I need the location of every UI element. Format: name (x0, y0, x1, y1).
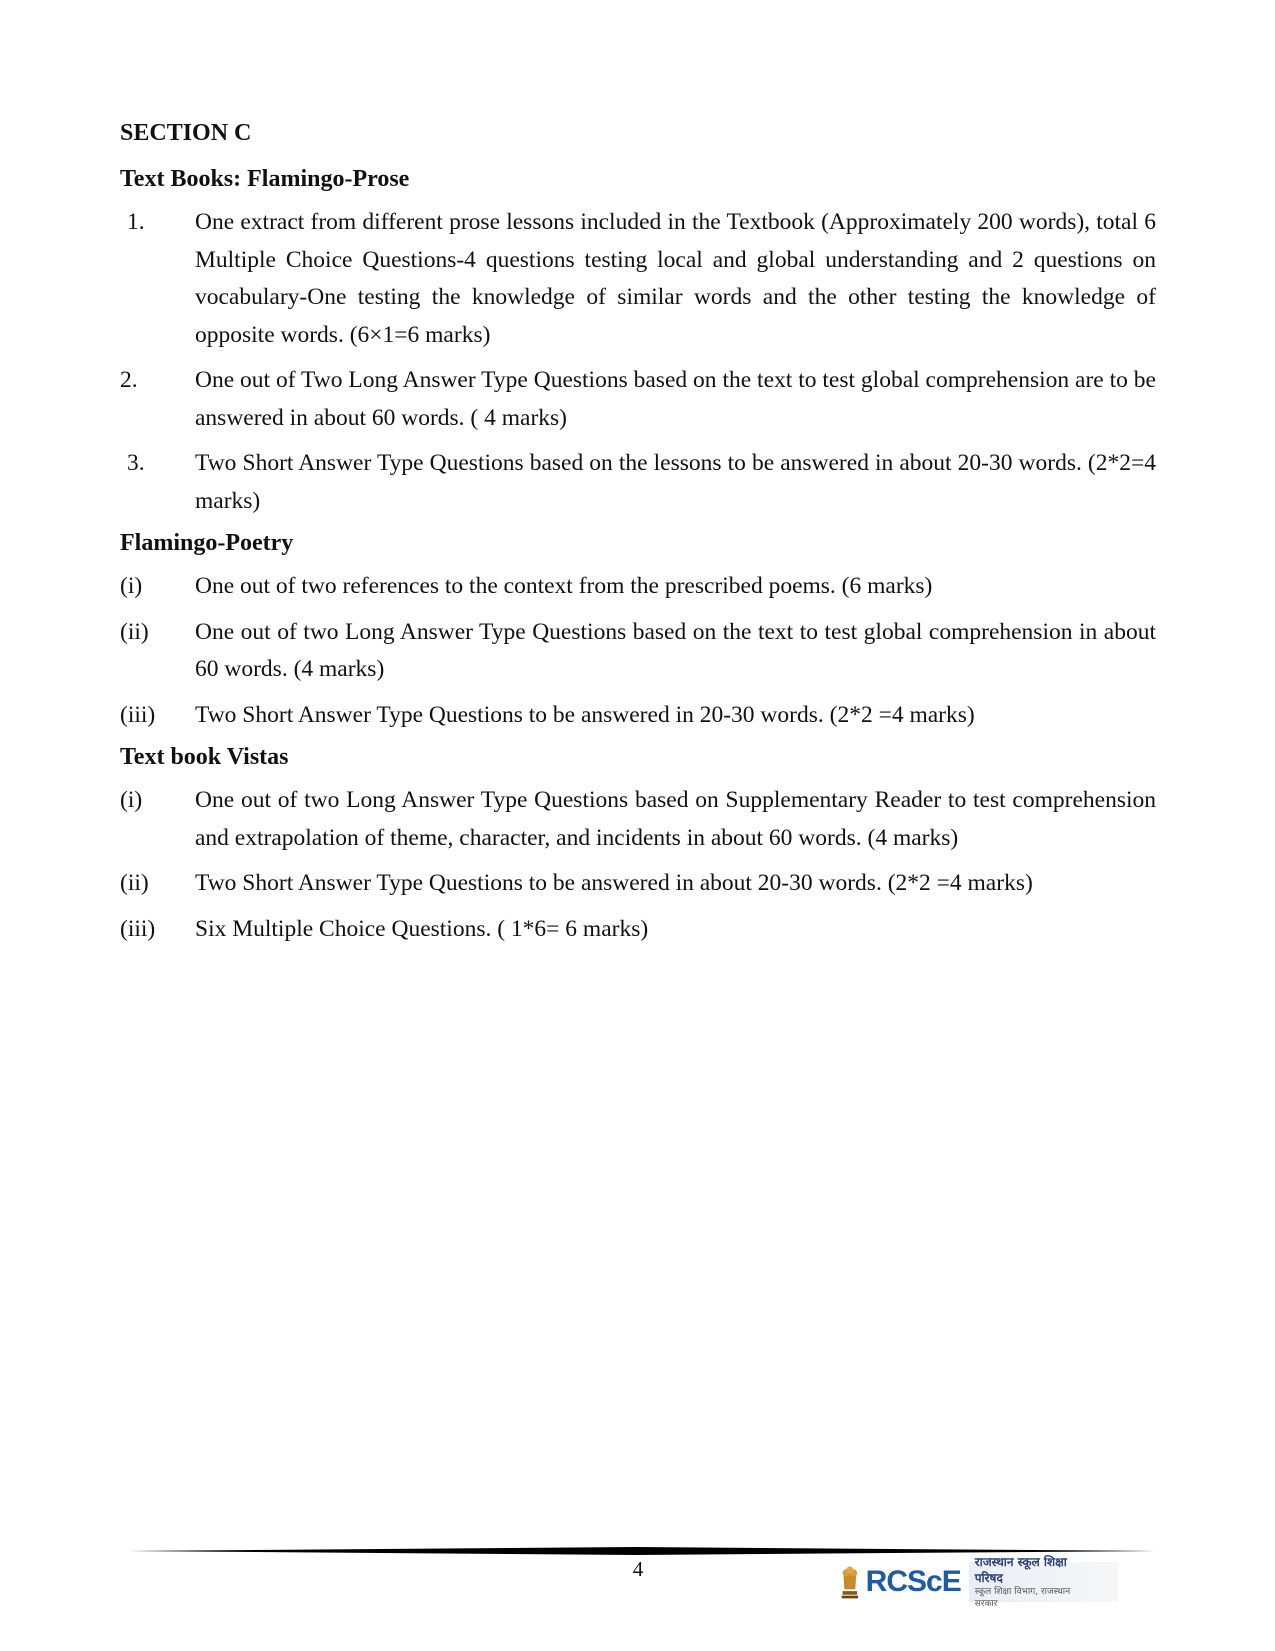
national-emblem-icon (838, 1562, 862, 1602)
logo-hindi-line1: राजस्थान स्कूल शिक्षा परिषद (974, 1555, 1067, 1585)
poetry-heading: Flamingo-Poetry (120, 530, 294, 556)
item-number: (i) (120, 787, 143, 813)
item-number: (iii) (120, 915, 156, 942)
page-content (120, 118, 1156, 956)
item-text: Two Short Answer Type Questions to be answered in about 20-30 words. (2*2 =4 marks) (195, 870, 1033, 896)
prose-group (120, 164, 1156, 520)
logo-text: RCScE (865, 1565, 961, 1598)
item-text: One out of Two Long Answer Type Questions based on the text to test global comprehension are to be answered in about 60 words. ( 4 marks) (195, 367, 1156, 431)
poetry-item-3 (120, 697, 1156, 735)
prose-item-3 (120, 445, 1156, 520)
item-number: (ii) (120, 870, 149, 896)
item-number: (ii) (120, 618, 149, 645)
item-number: 2. (120, 367, 138, 393)
item-number: (i) (120, 573, 143, 599)
rcsce-logo (838, 1555, 1118, 1609)
item-text: One extract from different prose lessons included in the Textbook (Approximately 200 words), total 6 Multiple Choice Questions-4 questions testing local and global understanding and 2 questions on vocabulary-One testing the knowledge of similar words and the other testing the knowledge of opposite words. (6×1=6 marks) (195, 209, 1156, 348)
vistas-item-2 (120, 865, 1156, 903)
item-text: Two Short Answer Type Questions to be answered in 20-30 words. (2*2 =4 marks) (195, 701, 975, 728)
prose-item-2 (120, 362, 1156, 437)
item-text: Two Short Answer Type Questions based on the lessons to be answered in about 20-30 words. (2*2=4 marks) (195, 450, 1156, 514)
item-number: (iii) (120, 701, 156, 728)
section-title: SECTION C (120, 120, 252, 146)
logo-hindi-block (969, 1555, 1118, 1609)
item-text: Six Multiple Choice Questions. ( 1*6= 6 marks) (195, 915, 649, 942)
logo-hindi-line2: स्कूल शिक्षा विभाग, राजस्थान सरकार (974, 1587, 1071, 1609)
poetry-item-2 (120, 614, 1156, 689)
item-number: 3. (127, 450, 145, 476)
page-number: 4 (632, 1557, 644, 1581)
item-text: One out of two Long Answer Type Questions based on the text to test global comprehension in about 60 words. (4 marks) (195, 618, 1156, 682)
vistas-item-1 (120, 782, 1156, 857)
poetry-item-1 (120, 568, 1156, 606)
vistas-item-3 (120, 911, 1156, 949)
item-text: One out of two references to the context from the prescribed poems. (6 marks) (195, 573, 933, 599)
prose-item-1 (120, 204, 1156, 354)
vistas-group (120, 742, 1156, 948)
item-text: One out of two Long Answer Type Questions based on Supplementary Reader to test comprehension and extrapolation of theme, character, and incidents in about 60 words. (4 marks) (195, 787, 1156, 851)
vistas-heading: Text book Vistas (120, 744, 289, 770)
item-number: 1. (127, 209, 145, 235)
prose-heading: Text Books: Flamingo-Prose (120, 166, 410, 192)
poetry-group (120, 528, 1156, 734)
